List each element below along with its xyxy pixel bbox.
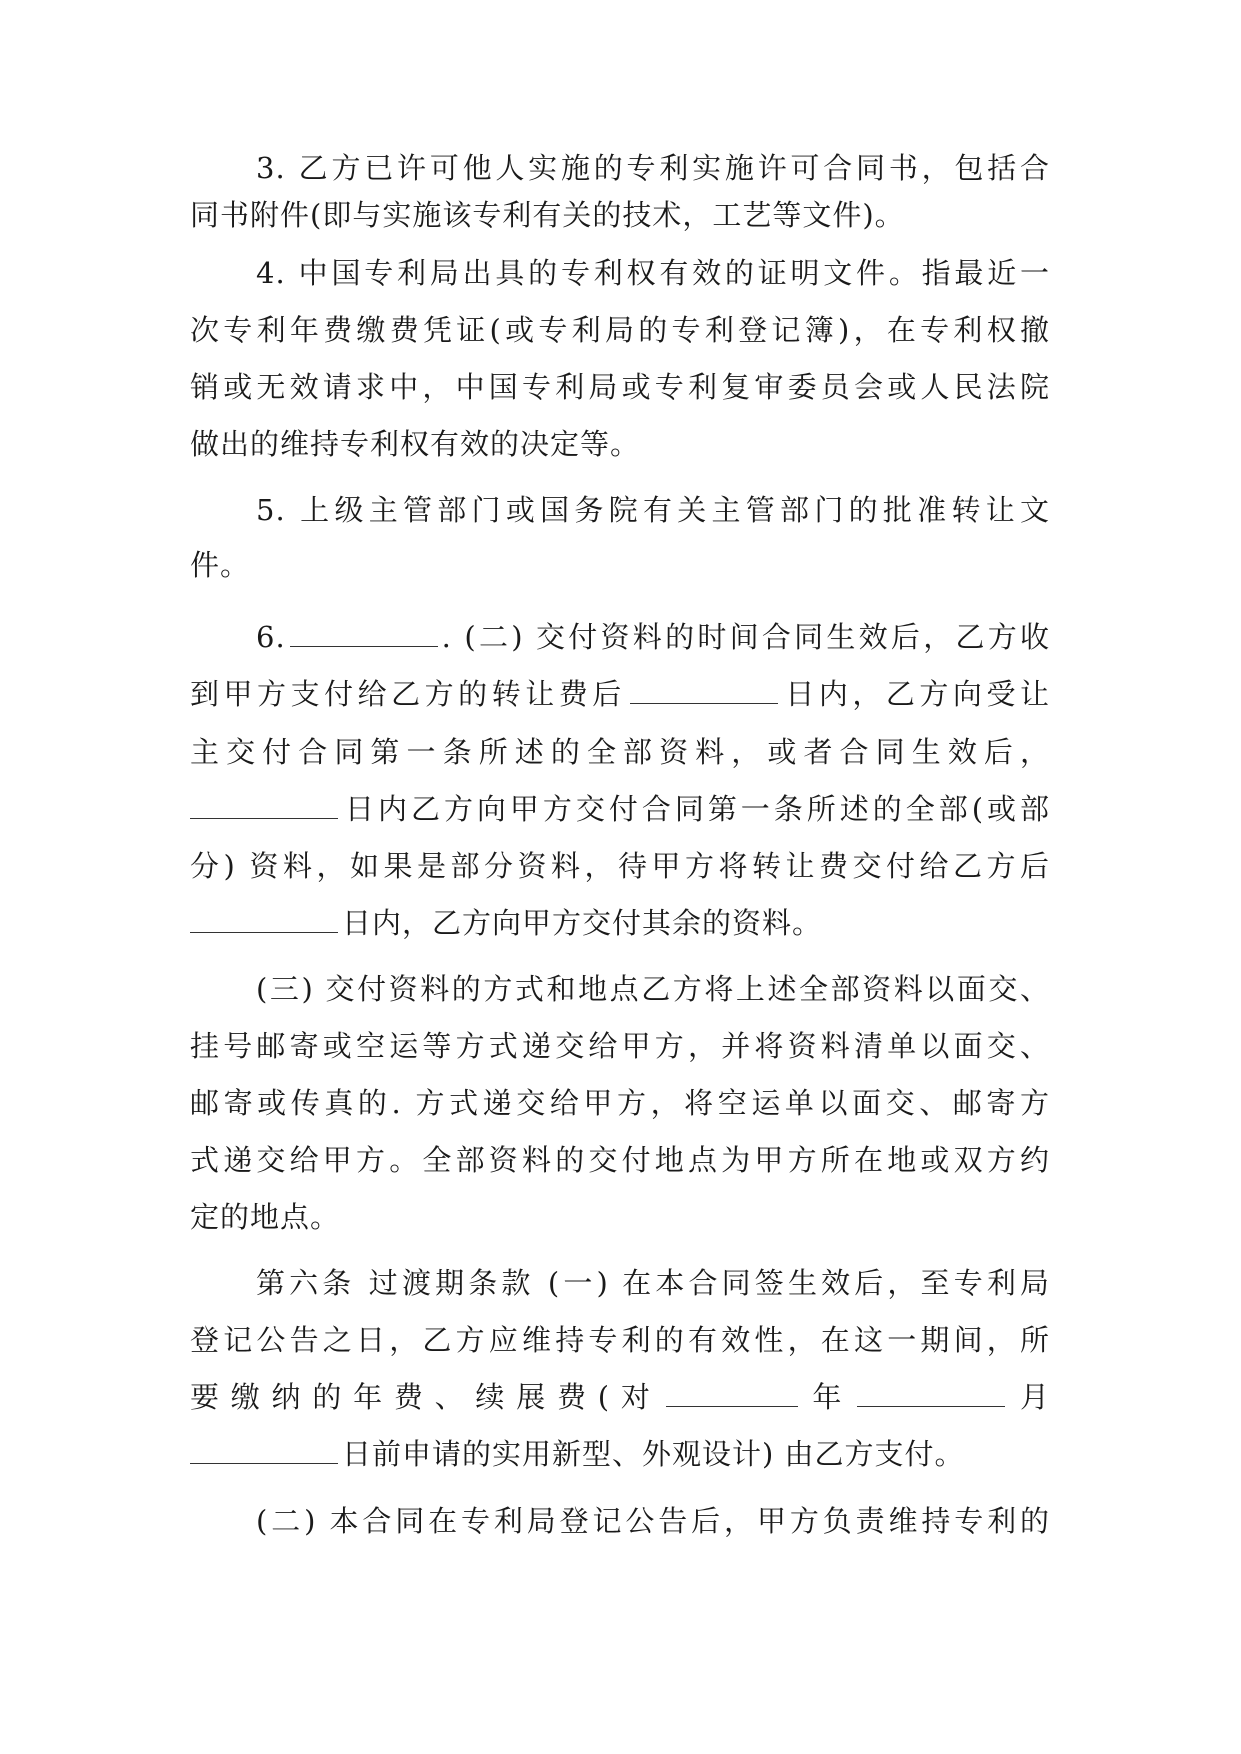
article-6-text: 年 bbox=[801, 1380, 854, 1414]
item-6-text: 日内，乙方向甲方交付其余的资料。 bbox=[342, 906, 823, 940]
item-6-line-4 bbox=[190, 786, 1050, 832]
blank-field bbox=[666, 1376, 798, 1407]
item-6-line-3: 主交付合同第一条所述的全部资料，或者合同生效后， bbox=[190, 735, 1050, 769]
article-6-2-line-1: (二) 本合同在专利局登记公告后，甲方负责维持专利的 bbox=[256, 1504, 1050, 1538]
item-6-text: 日内，乙方向受让 bbox=[781, 677, 1050, 711]
item-6-line-1 bbox=[256, 614, 1050, 660]
blank-field bbox=[857, 1376, 1005, 1407]
article-6-line-2: 登记公告之日，乙方应维持专利的有效性，在这一期间，所 bbox=[190, 1323, 1050, 1357]
item-5-line-2: 件。 bbox=[190, 548, 251, 582]
blank-field bbox=[190, 788, 338, 819]
article-6-line-3 bbox=[190, 1374, 1050, 1420]
article-6-text: 月 bbox=[1009, 1380, 1050, 1414]
item-6-text: . (二) 交付资料的时间合同生效后，乙方收 bbox=[441, 620, 1050, 654]
item-6-line-6 bbox=[190, 900, 1050, 946]
section-3-line-2: 挂号邮寄或空运等方式递交给甲方，并将资料清单以面交、 bbox=[190, 1029, 1050, 1063]
blank-field bbox=[630, 673, 778, 704]
blank-field bbox=[290, 616, 438, 647]
item-6-line-2 bbox=[190, 671, 1050, 717]
article-6-text: 日前申请的实用新型、外观设计) 由乙方支付。 bbox=[342, 1437, 965, 1471]
item-4-line-4: 做出的维持专利权有效的决定等。 bbox=[190, 427, 641, 461]
section-3-line-5: 定的地点。 bbox=[190, 1200, 341, 1234]
blank-field bbox=[190, 902, 338, 933]
section-3-line-3: 邮寄或传真的. 方式递交给甲方，将空运单以面交、邮寄方 bbox=[190, 1086, 1050, 1120]
section-3-line-4: 式递交给甲方。全部资料的交付地点为甲方所在地或双方约 bbox=[190, 1143, 1050, 1177]
item-6-text: 到甲方支付给乙方的转让费后 bbox=[190, 677, 626, 711]
item-3-line-2: 同书附件(即与实施该专利有关的技术，工艺等文件)。 bbox=[190, 198, 905, 232]
item-4-line-2: 次专利年费缴费凭证(或专利局的专利登记簿)，在专利权撤 bbox=[190, 313, 1050, 347]
article-6-line-1: 第六条 过渡期条款 (一) 在本合同签生效后，至专利局 bbox=[256, 1266, 1050, 1300]
item-5-line-1: 5. 上级主管部门或国务院有关主管部门的批准转让文 bbox=[256, 493, 1050, 527]
item-6-line-5: 分) 资料，如果是部分资料，待甲方将转让费交付给乙方后 bbox=[190, 849, 1050, 883]
item-4-line-1: 4. 中国专利局出具的专利权有效的证明文件。指最近一 bbox=[256, 256, 1050, 290]
article-6-text: 要缴纳的年费、续展费(对 bbox=[190, 1380, 662, 1414]
item-4-line-3: 销或无效请求中，中国专利局或专利复审委员会或人民法院 bbox=[190, 370, 1050, 404]
item-6-text: 日内乙方向甲方交付合同第一条所述的全部(或部 bbox=[342, 792, 1050, 826]
item-3-line-1: 3. 乙方已许可他人实施的专利实施许可合同书，包括合 bbox=[256, 151, 1050, 185]
item-6-number: 6. bbox=[256, 620, 286, 654]
section-3-line-1: (三) 交付资料的方式和地点乙方将上述全部资料以面交、 bbox=[256, 972, 1050, 1006]
blank-field bbox=[190, 1433, 338, 1464]
article-6-line-4 bbox=[190, 1431, 1050, 1477]
